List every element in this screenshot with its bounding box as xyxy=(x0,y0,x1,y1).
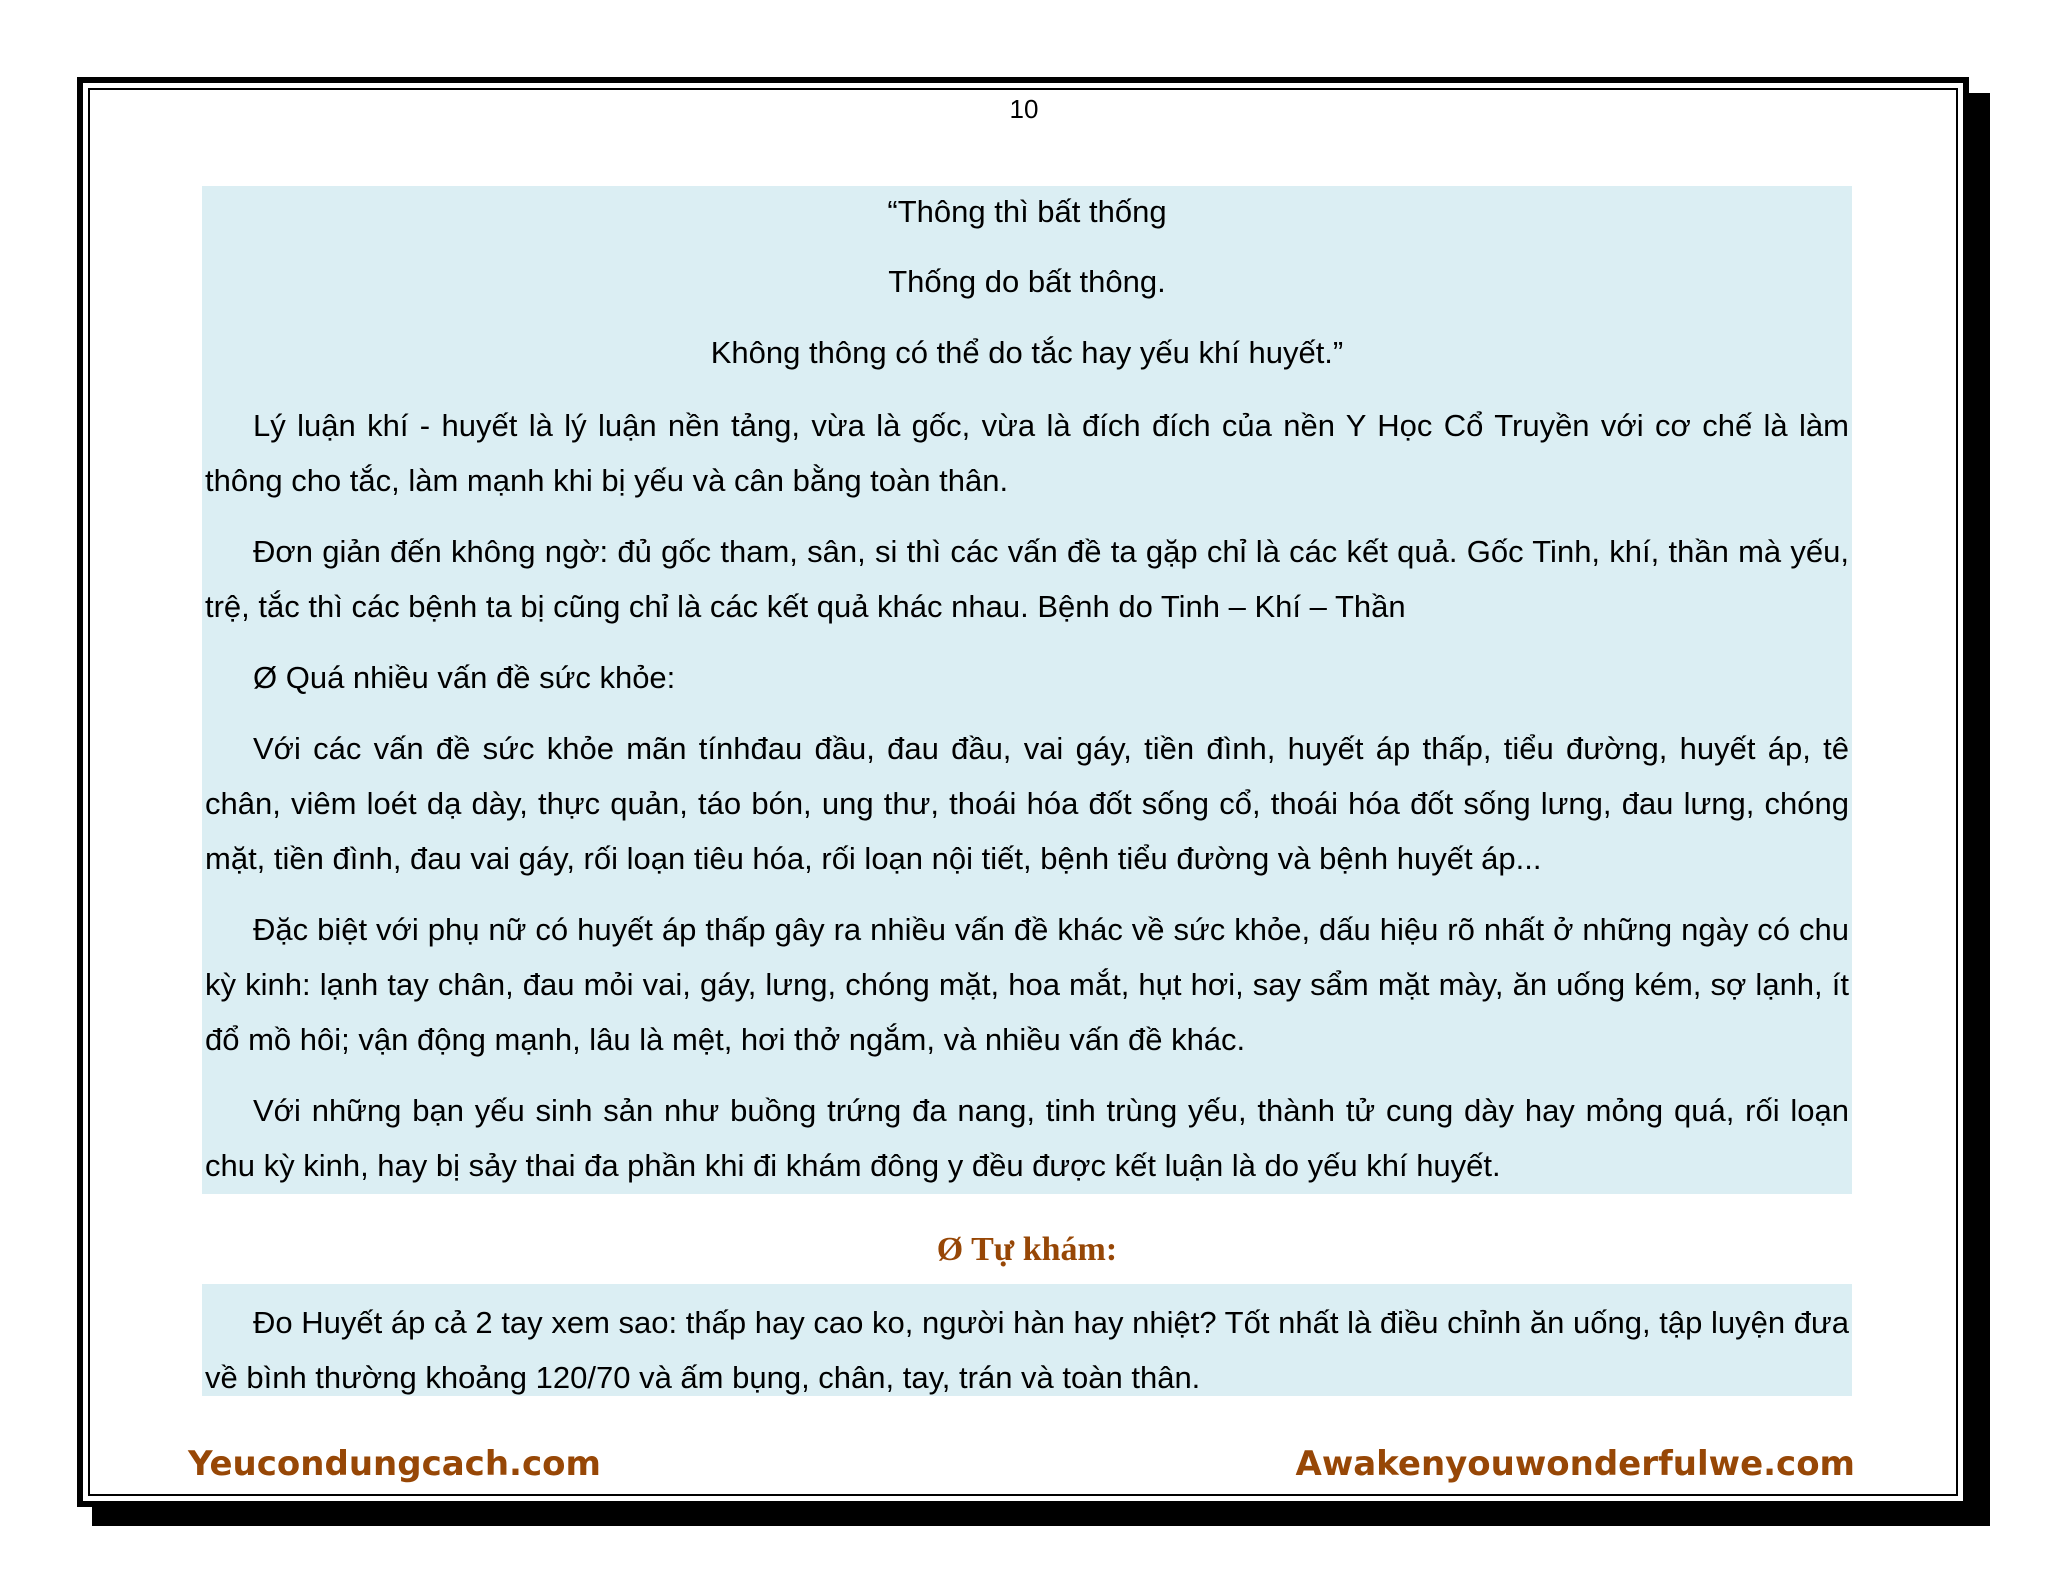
body-paragraph: Ø Quá nhiều vấn đề sức khỏe: xyxy=(253,660,676,695)
quote-line: Thống do bất thông. xyxy=(888,264,1166,299)
footer-website-right: Awakenyouwonderfulwe.com xyxy=(1295,1444,1855,1484)
page-number: 10 xyxy=(1009,94,1039,124)
page-body xyxy=(205,186,1849,1421)
body-paragraph: Lý luận khí - huyết là lý luận nền tảng, vừa là gốc, vừa là đích đích của nền Y Học Cổ Truyền với cơ chế là làm thông cho tắc, làm mạnh khi bị yếu và cân bằng toàn thân. xyxy=(205,408,1849,498)
quote-line: “Thông thì bất thống xyxy=(887,194,1167,229)
quote-line: Không thông có thể do tắc hay yếu khí huyết.” xyxy=(710,335,1344,370)
body-paragraph: Với những bạn yếu sinh sản như buồng trứng đa nang, tinh trùng yếu, thành tử cung dày hay mỏng quá, rối loạn chu kỳ kinh, hay bị sảy thai đa phần khi đi khám đông y đều được kết luận là do yếu khí huyết. xyxy=(205,1093,1849,1183)
body-paragraph: Với các vấn đề sức khỏe mãn tínhđau đầu, đau đầu, vai gáy, tiền đình, huyết áp thấp, tiểu đường, huyết áp, tê chân, viêm loét dạ dày, thực quản, táo bón, ung thư, thoái hóa đốt sống cổ, thoái hóa đốt sống lưng, đau lưng, chóng mặt, tiền đình, đau vai gáy, rối loạn tiêu hóa, rối loạn nội tiết, bệnh tiểu đường và bệnh huyết áp... xyxy=(205,731,1849,876)
footer-website-left: Yeucondungcach.com xyxy=(188,1444,601,1484)
section-heading: Ø Tự khám: xyxy=(936,1231,1118,1268)
section-paragraph: Đo Huyết áp cả 2 tay xem sao: thấp hay cao ko, người hàn hay nhiệt? Tốt nhất là điều chỉnh ăn uống, tập luyện đưa về bình thường khoảng 120/70 và ấm bụng, chân, tay, trán và toàn thân. xyxy=(205,1305,1849,1395)
body-paragraph: Đặc biệt với phụ nữ có huyết áp thấp gây ra nhiều vấn đề khác về sức khỏe, dấu hiệu rõ nhất ở những ngày có chu kỳ kinh: lạnh tay chân, đau mỏi vai, gáy, lưng, chóng mặt, hoa mắt, hụt hơi, say sẩm mặt mày, ăn uống kém, sợ lạnh, ít đổ mồ hôi; vận động mạnh, lâu là mệt, hơi thở ngắm, và nhiều vấn đề khác. xyxy=(205,912,1849,1057)
body-paragraph: Đơn giản đến không ngờ: đủ gốc tham, sân, si thì các vấn đề ta gặp chỉ là các kết quả. Gốc Tinh, khí, thần mà yếu, trệ, tắc thì các bệnh ta bị cũng chỉ là các kết quả khác nhau. Bệnh do Tinh – Khí – Thần xyxy=(205,534,1849,624)
